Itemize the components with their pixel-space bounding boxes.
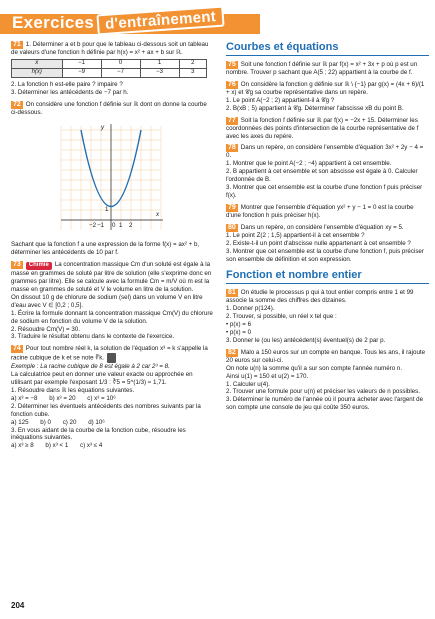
exercise-text: On considère une fonction f définie sur ℝ dont on donne la courbe ci-dessous. (11, 100, 207, 116)
exercise-text: Malo a 150 euros sur un compte en banque. Tous les ans, il rajoute 20 euros sur celui-ci. (226, 348, 426, 364)
exercise-text: Ainsi u(1) = 150 et u(2) = 170. (226, 372, 309, 380)
tick-label: 1 (119, 222, 123, 230)
question: 3. Traduire le résultat obtenu dans le contexte de l'exercice. (11, 333, 175, 341)
example-text: La calculatrice peut en donner une valeur exacte ou approchée en utilisant par exemple l'exposant 1/3 : ∛5 = 5^(1/3) ≈ 1,71. (11, 371, 193, 387)
item: c) x³ = 10⁶ (87, 394, 116, 402)
answer-items (11, 419, 214, 427)
list-item: • p(x) = 6 (226, 321, 252, 329)
question: 3. Déterminer le numéro de l'année où il pourra acheter avec l'argent de son compte une console de jeu qui coûte 350 euros. (226, 396, 424, 412)
table-cell: 2 (179, 59, 206, 68)
exercise-text: On note u(n) la somme qu'il a sur son compte l'année numéro n. (226, 364, 403, 372)
answer-items (11, 395, 214, 403)
item: c) x³ ≤ 4 (80, 442, 103, 450)
section-title: Courbes et équations (226, 41, 429, 56)
item: c) 20 (62, 418, 77, 426)
exercise-text: Pour tout nombre réel k, la solution de l'équation x³ = k s'appelle la racine cubique de k et se note ∛k. (11, 345, 208, 362)
left-column (11, 41, 214, 454)
exercise-text: La concentration massique Cm d'un soluté est égale à la masse en grammes de soluté par litre de solution (elle s'exprime donc en grammes par litre). Elle se calcule avec la formule Cm = m/V où m est la masse en grammes de soluté et V le volume en litre de la solution. (11, 261, 212, 293)
exercise-text: Soit la fonction f définie sur ℝ par f(x) = −2x + 15. Déterminer les coordonnées des points d'intersection de la courbe représentative de f avec les axes du repère. (226, 116, 419, 140)
exercise-number: 80 (228, 223, 236, 231)
exercise-number: 71 (13, 41, 21, 48)
exercise-78 (226, 144, 429, 199)
exercise-text: Soit une fonction f définie sur ℝ par f(x) = x² + 3x + p où p est un nombre. Trouver p sachant que A(5 ; 22) appartient à la courbe de f. (226, 61, 418, 76)
header-title: Exercices (12, 13, 95, 32)
tick-label: 2 (129, 222, 133, 230)
exercise-number: 75 (228, 61, 236, 68)
exercise-text: Montrer que l'ensemble d'équation yx² + y − 1 = 0 est la courbe d'une fonction h puis préciser h(x). (226, 203, 414, 219)
tick-label: 0 (112, 222, 116, 230)
table-cell: −1 (62, 59, 101, 68)
item: b) 0 (40, 418, 51, 426)
exercise-number: 73 (13, 261, 21, 269)
item: d) 10⁶ (88, 418, 105, 426)
exercise-82 (226, 349, 429, 412)
question: 1. Donner p(124). (226, 305, 275, 313)
question: 1. Calculer u(4). (226, 380, 271, 388)
question: 2. Déterminer les éventuels antécédents des nombres suivants par la fonction cube. (11, 402, 201, 418)
exercise-text: 1. Déterminer a et b pour que le tableau ci-dessous soit un tableau de valeurs d'une fonction h définie par h(x) = x² + ax + b sur ℝ. (11, 41, 209, 56)
list-item: • p(x) = 0 (226, 329, 252, 337)
exercise-74 (11, 345, 214, 450)
parabola-graph (11, 118, 214, 238)
exercise-77 (226, 117, 429, 141)
section-title: Fonction et nombre entier (226, 269, 429, 284)
tick-label: −2 (89, 222, 97, 230)
values-table (11, 59, 207, 78)
header-subtitle: d'entraînement (96, 6, 224, 36)
table-cell: x (12, 59, 63, 68)
exercise-75 (226, 61, 429, 77)
question: 3. Déterminer les antécédents de −7 par h. (11, 88, 129, 96)
question: 1. Le point A(−2 ; 2) appartient-il à 𝒞g ? (226, 96, 335, 104)
exercise-number: 74 (13, 345, 21, 353)
question: 2. B(xB ; 5) appartient à 𝒞g. Déterminer l'abscisse xB du point B. (226, 104, 404, 112)
question: 2. Résoudre Cm(V) = 30. (11, 325, 80, 333)
question: 3. Montrer que cet ensemble est la courbe d'une fonction f, puis préciser son ensemble de définition et son expression. (226, 247, 424, 263)
question: 2. B appartient à cet ensemble et son abscisse est égale à 0. Calculer l'ordonnée de B. (226, 168, 418, 184)
exercise-number: 77 (228, 116, 236, 124)
question: 2. La fonction h est-elle paire ? impaire ? (11, 80, 123, 88)
exercise-text: Dans un repère, on considère l'ensemble d'équation xy = 5. (240, 223, 404, 231)
tick-label: −1 (97, 222, 105, 230)
right-column (226, 41, 429, 416)
answer-items (11, 442, 214, 450)
item: a) x³ ≥ 8 (11, 442, 34, 450)
exercise-number: 79 (228, 203, 236, 211)
table-cell: 0 (101, 59, 140, 68)
exercise-text: On étudie le processus p qui à tout entier compris entre 1 et 99 associe la somme des chiffres des dizaines. (226, 289, 414, 305)
exercise-73 (11, 261, 214, 341)
exercise-72 (11, 101, 214, 258)
question: 2. Trouver une formule pour u(n) et préciser les valeurs de n possibles. (226, 388, 420, 396)
exercise-number: 72 (13, 100, 21, 108)
exercise-71 (11, 41, 214, 97)
question: 3. Donner le (ou les) antécédent(s) éventuel(s) de 2 par p. (226, 336, 386, 344)
item: a) 125 (11, 418, 29, 426)
question: 1. Résoudre dans ℝ les équations suivantes. (11, 387, 135, 395)
table-cell: −7 (101, 68, 140, 77)
graph-svg (11, 118, 214, 238)
question: 3. Montrer que cet ensemble est la courbe d'une fonction f puis préciser f(x). (226, 184, 423, 199)
table-cell: −9 (62, 68, 101, 77)
exercise-79 (226, 204, 429, 220)
question: 2. Trouver, si possible, un réel x tel que : (226, 313, 337, 321)
exercise-text: On considère la fonction g définie sur ℝ \ {−1} par g(x) = (4x + 6)/(1 + x) et 𝒞g sa courbe représentative dans un repère. (226, 80, 425, 96)
question: 2. Existe-t-il un point d'abscisse nulle appartenant à cet ensemble ? (226, 239, 411, 247)
x-axis-label: x (156, 211, 160, 219)
chimie-badge: Chimie (26, 262, 52, 270)
question: 1. Le point Z(2 ; 1,5) appartient-il à cet ensemble ? (226, 231, 365, 239)
item: b) x³ < 1 (45, 442, 69, 450)
exercise-number: 82 (228, 348, 236, 356)
question: 1. Montrer que le point A(−2 ; −4) appartient à cet ensemble. (226, 160, 392, 168)
exercise-number: 81 (228, 289, 236, 297)
question: 1. Écrire la formule donnant la concentration massique Cm(V) du chlorure de sodium en fonction du volume V de la solution. (11, 309, 213, 325)
exercise-text: Dans un repère, on considère l'ensemble d'équation 3x² + 2y − 4 = 0. (226, 144, 424, 160)
exercise-number: 78 (228, 144, 236, 152)
item: b) x³ = 20 (49, 394, 76, 402)
exercise-80 (226, 224, 429, 264)
y-axis-label: y (101, 124, 105, 132)
item: a) x³ = −8 (11, 394, 38, 402)
table-cell: 3 (179, 68, 206, 77)
exercise-number: 76 (228, 80, 236, 88)
exercise-76 (226, 81, 429, 113)
exercise-text: On dissout 10 g de chlorure de sodium (sel) dans un volume V en litre d'eau avec V ∈ [0,2 ; 0,5]. (11, 293, 203, 309)
exercise-text: Sachant que la fonction f a une expression de la forme f(x) = ax² + b, déterminer les antécédents de 10 par f. (11, 241, 200, 257)
question: 3. En vous aidant de la courbe de la fonction cube, résoudre les inéquations suivantes. (11, 426, 186, 442)
calculator-icon (107, 353, 116, 363)
page-header (0, 0, 435, 36)
table-cell: 1 (140, 59, 179, 68)
page-number: 204 (11, 601, 25, 610)
example-text: Exemple : La racine cubique de 8 est égale à 2 car 2³ = 8. (11, 363, 170, 371)
table-cell: h(x) (12, 68, 63, 77)
table-cell: −3 (140, 68, 179, 77)
exercise-81 (226, 289, 429, 344)
tick-label: 1 (105, 206, 109, 214)
